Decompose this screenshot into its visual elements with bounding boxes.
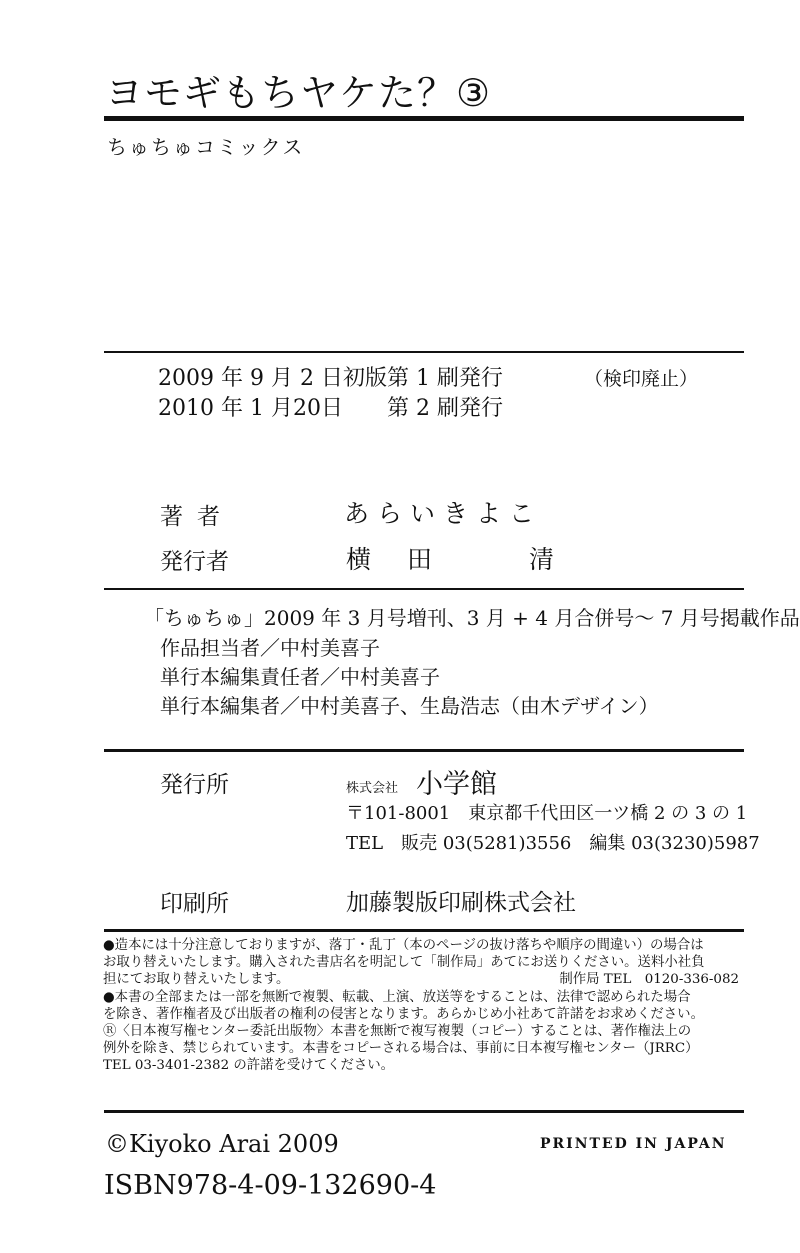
publisher-address: 〒101-8001 東京都千代田区一ツ橋 2 の 3 の 1 [346,803,748,824]
note-line: を除き、著作権者及び出版者の権利の侵害となります。あらかじめ小社あて許諾をお求めください。 [103,1006,704,1022]
note-line: Ⓡ〈日本複写権センター委託出版物〉本書を無断で複写複製（コピー）することは、著作権法上の [103,1024,692,1040]
notes-bottom-rule [104,1110,744,1113]
note-line: 担にてお取り替えいたします。 [103,972,290,988]
publishing-house-label: 発行所 [160,772,229,798]
note-line: ●造本には十分注意しておりますが、落丁・乱丁（本のページの抜け落ちや順序の間違い）の場合は [103,938,704,953]
credit-line: 単行本編集者／中村美喜子、生島浩志（由木デザイン） [160,694,659,718]
credit-line: 「ちゅちゅ」2009 年 3 月号増刊、3 月 + 4 月合併号〜 7 月号掲載作品 [144,606,800,630]
note-line: TEL 03-3401-2382 の許諾を受けてください。 [103,1058,395,1074]
credit-line: 作品担当者／中村美喜子 [160,636,380,660]
second-printing-date: 2010 年 1 月20日 第 2 刷発行 [158,396,503,421]
seal-abolished-note: （検印廃止） [584,368,699,390]
first-edition-date: 2009 年 9 月 2 日初版第 1 刷発行 [158,366,503,391]
edition-top-rule [104,351,744,353]
title-rule [104,116,744,121]
note-line: ●本書の全部または一部を無断で複製、転載、上演、放送等をすることは、法律で認められた場合 [103,989,691,1005]
printed-in-japan: PRINTED IN JAPAN [540,1136,727,1152]
note-line: 例外を除き、禁じられています。本書をコピーされる場合は、事前に日本複写権センター（JRRC） [103,1041,699,1057]
publisher-person-label: 発行者 [160,549,229,575]
printing-house-label: 印刷所 [160,891,229,917]
notes-top-rule [104,929,744,932]
credits-top-rule [104,588,744,590]
author-name: あらいきよこ [344,499,543,528]
printing-company: 加藤製版印刷株式会社 [346,890,576,916]
company-type: 株式会社 [346,781,399,796]
copyright: ©Kiyoko Arai 2009 [105,1130,339,1158]
publisher-phone: TEL 販売 03(5281)3556 編集 03(3230)5987 [346,833,760,854]
legal-notes [103,937,743,1075]
book-title: ヨモギもちヤケた？③ [105,71,492,115]
series-name: ちゅちゅコミックス [107,135,305,159]
credit-line: 単行本編集責任者／中村美喜子 [160,665,440,689]
note-line: お取り替えいたします。購入された書店名を明記して「制作局」あてにお送りください。送料小社負 [103,955,705,971]
publishing-top-rule [104,749,744,752]
isbn: ISBN978-4-09-132690-4 [104,1170,437,1201]
publishing-company: 小学館 [416,769,497,800]
publisher-person-name: 横田 清 [346,545,591,574]
author-label: 著者 [160,504,234,530]
production-phone: 制作局 TEL 0120-336-082 [559,972,739,988]
